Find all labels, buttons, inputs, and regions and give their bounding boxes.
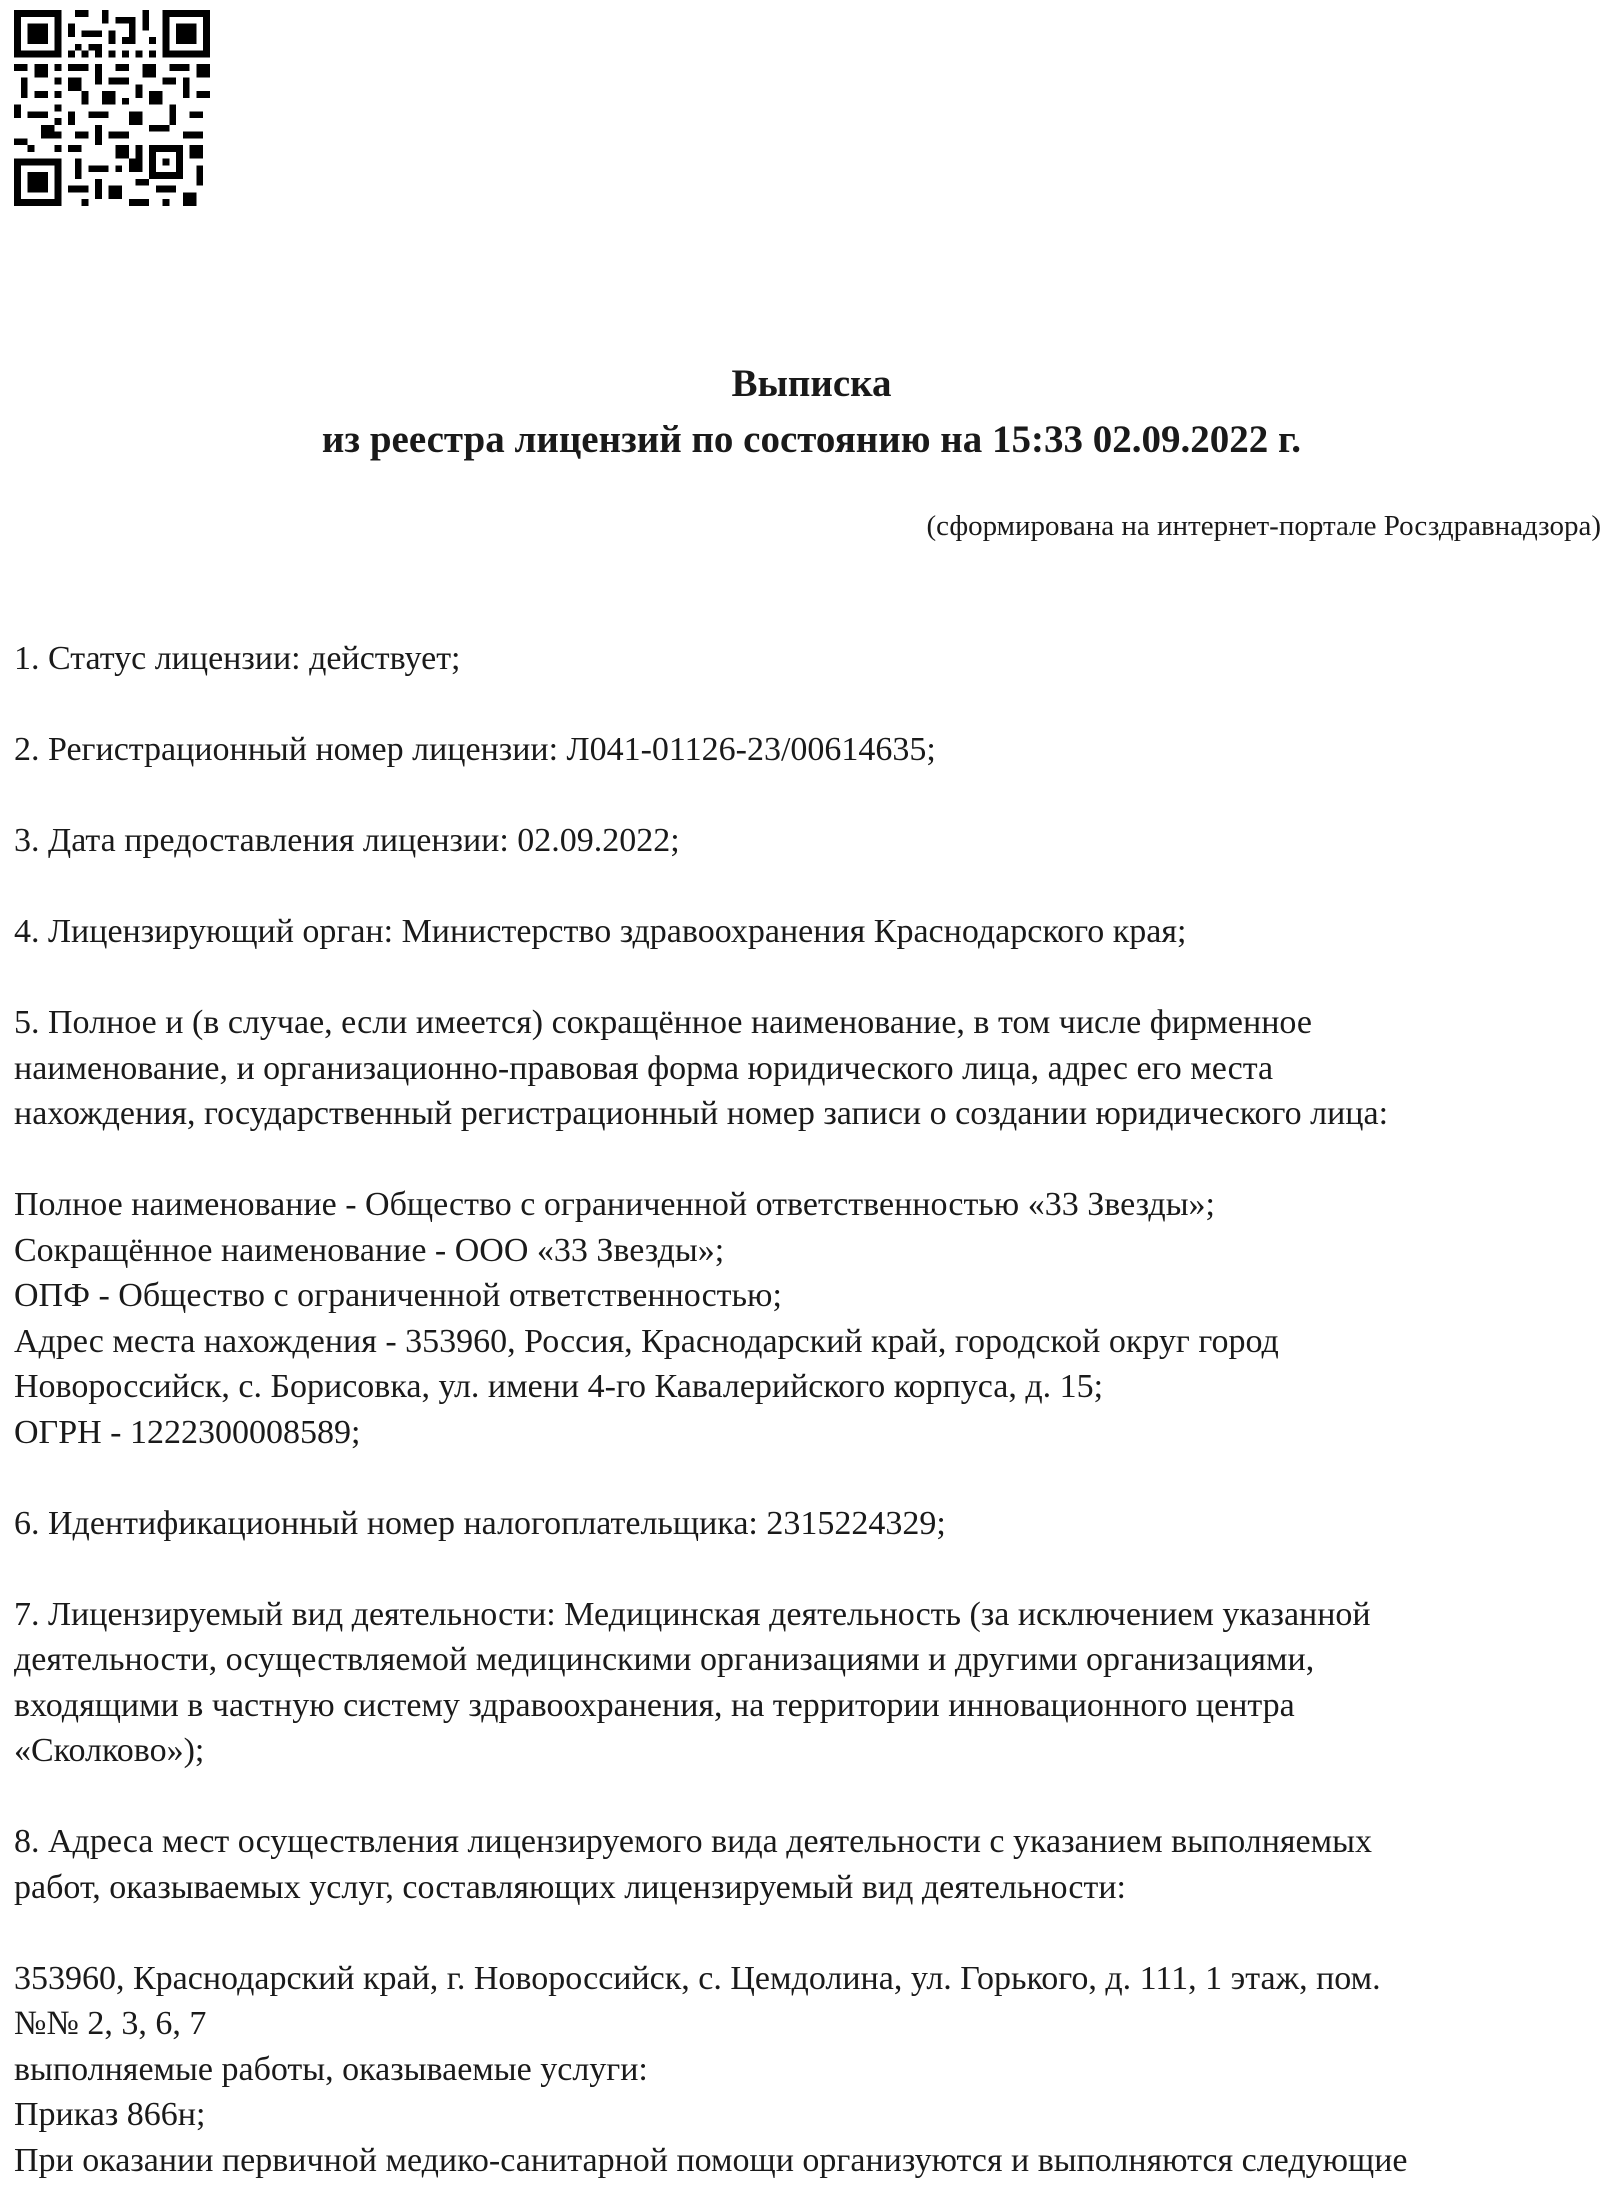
- item-addresses-header: [14, 1819, 1604, 1910]
- entity-full-name: Полное наименование - Общество с ограниченной ответственностью «33 Звезды»;: [14, 1186, 1216, 1223]
- order-reference: Приказ 866н;: [14, 2096, 206, 2133]
- item-activity: [14, 1592, 1604, 1774]
- item-status: 1. Статус лицензии: действует;: [14, 640, 461, 677]
- text-line: нахождения, государственный регистрационный номер записи о создании юридического лица:: [14, 1095, 1389, 1132]
- item-inn: 6. Идентификационный номер налогоплательщика: 2315224329;: [14, 1504, 946, 1542]
- text-line: входящими в частную систему здравоохранения, на территории инновационного центра: [14, 1686, 1295, 1724]
- document-body: [14, 636, 1604, 2183]
- document-title-block: [0, 356, 1623, 468]
- services-label: выполняемые работы, оказываемые услуги:: [14, 2050, 648, 2088]
- text-line: 7. Лицензируемый вид деятельности: Медицинская деятельность (за исключением указанной: [14, 1595, 1371, 1633]
- text-line: «Сколково»);: [14, 1732, 205, 1769]
- item-date: 3. Дата предоставления лицензии: 02.09.2022;: [14, 822, 680, 859]
- entity-address: Адрес места нахождения - 353960, Россия, Краснодарский край, городской округ город: [14, 1322, 1279, 1360]
- item-entity-header: [14, 1000, 1604, 1137]
- entity-short-name: Сокращённое наименование - ООО «33 Звезды»;: [14, 1231, 725, 1269]
- text-line: 8. Адреса мест осуществления лицензируемого вида деятельности с указанием выполняемых: [14, 1823, 1372, 1860]
- item-address-block: [14, 1956, 1604, 2184]
- document-subtitle: из реестра лицензий по состоянию на 15:33 02.09.2022 г.: [321, 418, 1302, 461]
- item-reg-number: 2. Регистрационный номер лицензии: Л041-01126-23/00614635;: [14, 731, 936, 768]
- text-line: 5. Полное и (в случае, если имеется) сокращённое наименование, в том числе фирменное: [14, 1004, 1312, 1041]
- entity-address-cont: Новороссийск, с. Борисовка, ул. имени 4-го Кавалерийского корпуса, д. 15;: [14, 1368, 1104, 1405]
- source-note: (сформирована на интернет-портале Росздравнадзора): [926, 510, 1601, 542]
- address-line: 353960, Краснодарский край, г. Новороссийск, с. Цемдолина, ул. Горького, д. 111, 1 этаж, пом.: [14, 1959, 1381, 1997]
- address-premises: №№ 2, 3, 6, 7: [14, 2005, 207, 2042]
- item-authority: 4. Лицензирующий орган: Министерство здравоохранения Краснодарского края;: [14, 913, 1187, 950]
- document-title: Выписка: [731, 362, 892, 405]
- entity-ogrn: ОГРН - 1222300008589;: [14, 1413, 361, 1451]
- item-entity-details: [14, 1182, 1604, 1455]
- entity-legal-form: ОПФ - Общество с ограниченной ответственностью;: [14, 1277, 782, 1314]
- text-line: деятельности, осуществляемой медицинскими организациями и другими организациями,: [14, 1641, 1315, 1678]
- services-intro: При оказании первичной медико-санитарной помощи организуются и выполняются следующие: [14, 2141, 1408, 2179]
- qr-code: [14, 10, 210, 206]
- text-line: наименование, и организационно-правовая форма юридического лица, адрес его места: [14, 1049, 1274, 1087]
- text-line: работ, оказываемых услуг, составляющих лицензируемый вид деятельности:: [14, 1868, 1126, 1906]
